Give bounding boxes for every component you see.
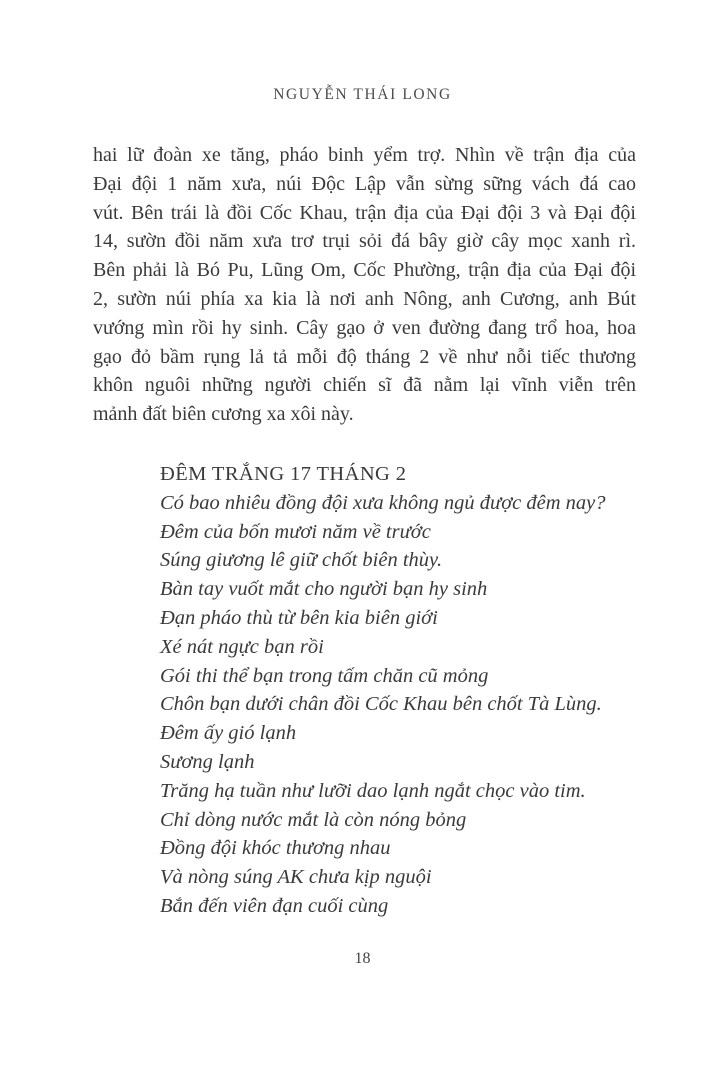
poem-line: Và nòng súng AK chưa kịp nguội — [160, 866, 432, 889]
paragraph-line: hai lữ đoàn xe tăng, pháo binh yểm trợ. Nhìn về trận địa của — [93, 144, 636, 166]
paragraph-line: 2, sườn núi phía xa kia là nơi anh Nông, anh Cương, anh Bút — [93, 287, 636, 310]
poem-line: Đêm của bốn mươi năm về trước — [160, 520, 431, 543]
poem-line: Chôn bạn dưới chân đồi Cốc Khau bên chốt Tà Lùng. — [160, 693, 602, 716]
paragraph-line: vướng mìn rồi hy sinh. Cây gạo ở ven đường đang trổ hoa, hoa — [93, 316, 636, 339]
paragraph-line: gạo đỏ bầm rụng lả tả mỗi độ tháng 2 về như nỗi tiếc thương — [93, 345, 636, 368]
poem-line: Bàn tay vuốt mắt cho người bạn hy sinh — [160, 578, 488, 601]
poem-line: Đạn pháo thù từ bên kia biên giới — [160, 606, 438, 629]
poem-line: Gói thi thể bạn trong tấm chăn cũ mỏng — [160, 664, 489, 687]
paragraph-line: mảnh đất biên cương xa xôi này. — [93, 403, 354, 426]
poem-line: Trăng hạ tuần như lưỡi dao lạnh ngắt chọc vào tim. — [160, 779, 586, 802]
running-header-author: NGUYỄN THÁI LONG — [273, 86, 452, 103]
poem-line: Đêm ấy gió lạnh — [160, 722, 297, 745]
poem-line: Súng giương lê giữ chốt biên thùy. — [160, 549, 443, 572]
poem-block — [160, 460, 640, 921]
poem-line: Bắn đến viên đạn cuối cùng — [160, 894, 389, 917]
poem-title: ĐÊM TRẮNG 17 THÁNG 2 — [160, 463, 407, 485]
poem-line: Sương lạnh — [160, 750, 255, 773]
paragraph-line: Đại đội 1 năm xưa, núi Độc Lập vẫn sừng sững vách đá cao — [93, 172, 636, 195]
paragraph-line: vút. Bên trái là đồi Cốc Khau, trận địa của Đại đội 3 và Đại đội — [93, 201, 636, 224]
paragraph-line: Bên phải là Bó Pu, Lũng Om, Cốc Phường, trận địa của Đại đội — [93, 259, 636, 282]
page-number: 18 — [354, 950, 371, 967]
poem-line: Đồng đội khóc thương nhau — [160, 837, 391, 860]
poem-line: Xé nát ngực bạn rồi — [160, 635, 324, 658]
paragraph-line: khôn nguôi những người chiến sĩ đã nằm lại vĩnh viễn trên — [93, 374, 636, 397]
paragraph-line: 14, sườn đồi năm xưa trơ trụi sỏi đá bây giờ cây mọc xanh rì. — [93, 230, 636, 253]
poem-line: Chỉ dòng nước mắt là còn nóng bỏng — [160, 808, 467, 831]
poem-line: Có bao nhiêu đồng đội xưa không ngủ được đêm nay? — [160, 491, 606, 514]
body-paragraph — [93, 141, 636, 429]
poem-lines — [160, 489, 640, 921]
